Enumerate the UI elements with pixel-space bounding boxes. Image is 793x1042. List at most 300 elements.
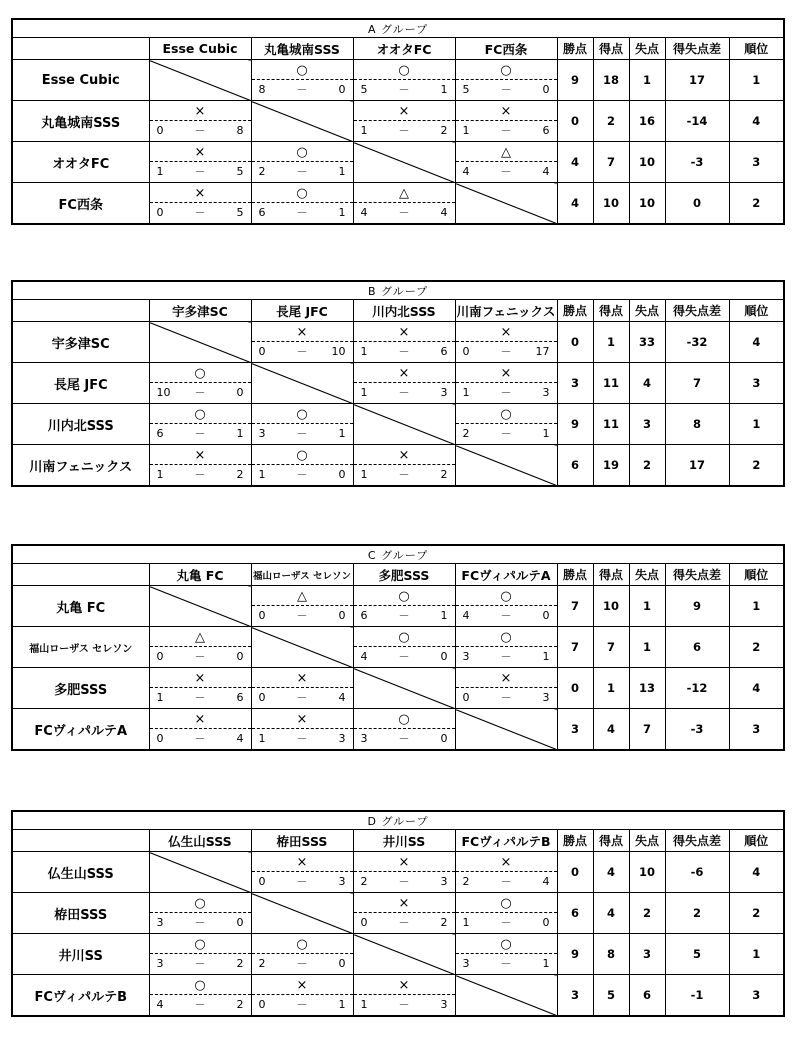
match-score — [354, 607, 455, 624]
score-separator: － — [296, 345, 308, 358]
score-for: 4 — [462, 165, 470, 178]
score-against: 1 — [338, 206, 346, 219]
stat-goals-for: 4 — [593, 893, 629, 934]
score-for: 6 — [360, 609, 368, 622]
stat-rank: 3 — [729, 363, 784, 404]
stat-goal-difference: 0 — [665, 183, 729, 225]
match-result-cell — [251, 852, 353, 893]
match-result-cell — [149, 363, 251, 404]
score-against: 0 — [542, 609, 550, 622]
header-goals-against: 失点 — [629, 300, 665, 322]
stat-goals-for: 11 — [593, 363, 629, 404]
result-symbol: × — [252, 670, 353, 688]
score-for: 1 — [360, 998, 368, 1011]
score-against: 3 — [338, 732, 346, 745]
team-row — [12, 893, 784, 934]
header-goal-difference: 得失点差 — [665, 38, 729, 60]
score-for: 10 — [156, 386, 171, 399]
score-separator: － — [398, 916, 410, 929]
score-separator: － — [296, 427, 308, 440]
group-table-d — [11, 810, 783, 1017]
score-for: 4 — [360, 206, 368, 219]
stat-goals-against: 3 — [629, 934, 665, 975]
score-for: 1 — [360, 386, 368, 399]
stat-points: 4 — [557, 183, 593, 225]
score-against: 2 — [236, 468, 244, 481]
match-score — [252, 873, 353, 890]
corner-cell — [12, 830, 149, 852]
stat-goals-against: 10 — [629, 142, 665, 183]
header-goal-difference: 得失点差 — [665, 830, 729, 852]
score-for: 4 — [156, 998, 164, 1011]
score-separator: － — [194, 957, 206, 970]
score-separator: － — [500, 916, 512, 929]
result-symbol: ○ — [252, 447, 353, 465]
header-goals-for: 得点 — [593, 564, 629, 586]
match-score — [456, 425, 557, 442]
score-against: 0 — [440, 732, 448, 745]
stat-goals-for: 10 — [593, 586, 629, 627]
self-match-diagonal — [251, 627, 353, 668]
score-separator: － — [194, 124, 206, 137]
score-separator: － — [296, 691, 308, 704]
result-symbol: ○ — [354, 629, 455, 647]
match-result-cell — [251, 586, 353, 627]
score-separator: － — [500, 957, 512, 970]
score-separator: － — [194, 691, 206, 704]
standings-table — [11, 544, 785, 751]
score-against: 1 — [440, 609, 448, 622]
result-symbol: ○ — [456, 62, 557, 80]
match-score — [252, 343, 353, 360]
score-separator: － — [500, 650, 512, 663]
stat-goals-against: 10 — [629, 852, 665, 893]
stat-rank: 4 — [729, 852, 784, 893]
match-score — [456, 343, 557, 360]
stat-goal-difference: 2 — [665, 893, 729, 934]
score-for: 6 — [258, 206, 266, 219]
score-separator: － — [398, 609, 410, 622]
header-goal-difference: 得失点差 — [665, 564, 729, 586]
header-goals-against: 失点 — [629, 564, 665, 586]
group-table-b — [11, 280, 783, 487]
match-score — [150, 384, 251, 401]
column-team-name: FCヴィパルテA — [455, 564, 557, 586]
score-separator: － — [500, 165, 512, 178]
stat-goal-difference: 5 — [665, 934, 729, 975]
header-points: 勝点 — [557, 38, 593, 60]
score-for: 0 — [258, 609, 266, 622]
match-result-cell — [353, 183, 455, 225]
match-score — [456, 955, 557, 972]
stat-points: 4 — [557, 142, 593, 183]
match-result-cell — [455, 322, 557, 363]
score-for: 5 — [360, 83, 368, 96]
match-result-cell — [251, 668, 353, 709]
score-against: 4 — [542, 165, 550, 178]
stat-goal-difference: -3 — [665, 709, 729, 751]
stat-goal-difference: -1 — [665, 975, 729, 1017]
score-for: 8 — [258, 83, 266, 96]
stat-rank: 3 — [729, 142, 784, 183]
match-result-cell — [455, 101, 557, 142]
stat-points: 9 — [557, 404, 593, 445]
stat-goals-against: 3 — [629, 404, 665, 445]
score-against: 4 — [542, 875, 550, 888]
header-rank: 順位 — [729, 300, 784, 322]
stat-goals-for: 2 — [593, 101, 629, 142]
stat-points: 3 — [557, 975, 593, 1017]
match-score — [456, 81, 557, 98]
score-for: 4 — [360, 650, 368, 663]
stat-goal-difference: 8 — [665, 404, 729, 445]
score-separator: － — [500, 83, 512, 96]
score-for: 1 — [462, 124, 470, 137]
result-symbol: ○ — [150, 977, 251, 995]
score-for: 3 — [258, 427, 266, 440]
row-team-name: 宇多津SC — [12, 322, 149, 363]
score-against: 0 — [542, 83, 550, 96]
match-score — [354, 914, 455, 931]
score-against: 6 — [440, 345, 448, 358]
match-result-cell — [149, 975, 251, 1017]
match-score — [354, 384, 455, 401]
score-for: 3 — [156, 916, 164, 929]
stat-goals-against: 33 — [629, 322, 665, 363]
stat-rank: 2 — [729, 183, 784, 225]
standings-table — [11, 18, 785, 225]
match-score — [456, 163, 557, 180]
match-result-cell — [455, 893, 557, 934]
score-for: 3 — [462, 957, 470, 970]
score-separator: － — [296, 468, 308, 481]
match-result-cell — [251, 404, 353, 445]
score-separator: － — [398, 732, 410, 745]
stat-goals-against: 4 — [629, 363, 665, 404]
match-score — [456, 873, 557, 890]
stat-goals-for: 8 — [593, 934, 629, 975]
score-against: 5 — [236, 165, 244, 178]
self-match-diagonal — [251, 101, 353, 142]
match-score — [252, 689, 353, 706]
score-against: 3 — [440, 998, 448, 1011]
match-result-cell — [251, 142, 353, 183]
match-result-cell — [455, 60, 557, 101]
score-for: 0 — [156, 650, 164, 663]
match-score — [456, 607, 557, 624]
score-for: 1 — [258, 468, 266, 481]
score-against: 1 — [542, 427, 550, 440]
stat-rank: 1 — [729, 60, 784, 101]
row-team-name: 仏生山SSS — [12, 852, 149, 893]
team-row — [12, 668, 784, 709]
team-row — [12, 363, 784, 404]
stat-goal-difference: -32 — [665, 322, 729, 363]
stat-points: 0 — [557, 852, 593, 893]
match-result-cell — [455, 934, 557, 975]
result-symbol: × — [354, 103, 455, 121]
stat-rank: 4 — [729, 101, 784, 142]
score-against: 4 — [440, 206, 448, 219]
self-match-diagonal — [149, 322, 251, 363]
row-team-name: 長尾 JFC — [12, 363, 149, 404]
score-against: 3 — [440, 386, 448, 399]
match-score — [354, 648, 455, 665]
stat-points: 7 — [557, 586, 593, 627]
score-for: 4 — [462, 609, 470, 622]
match-result-cell — [149, 142, 251, 183]
match-score — [150, 648, 251, 665]
stat-rank: 1 — [729, 934, 784, 975]
result-symbol: × — [150, 103, 251, 121]
stat-goal-difference: -3 — [665, 142, 729, 183]
team-row — [12, 586, 784, 627]
score-separator: － — [398, 650, 410, 663]
header-points: 勝点 — [557, 830, 593, 852]
column-team-name: 宇多津SC — [149, 300, 251, 322]
stat-goal-difference: 7 — [665, 363, 729, 404]
group-title: C グループ — [12, 545, 784, 564]
stat-points: 3 — [557, 709, 593, 751]
team-row — [12, 627, 784, 668]
score-separator: － — [398, 386, 410, 399]
row-team-name: 川南フェニックス — [12, 445, 149, 487]
stat-goals-against: 16 — [629, 101, 665, 142]
result-symbol: × — [354, 895, 455, 913]
result-symbol: × — [252, 711, 353, 729]
result-symbol: ○ — [354, 588, 455, 606]
stat-rank: 2 — [729, 445, 784, 487]
match-result-cell — [455, 586, 557, 627]
match-score — [354, 873, 455, 890]
score-for: 2 — [258, 957, 266, 970]
score-against: 10 — [331, 345, 346, 358]
self-match-diagonal — [353, 142, 455, 183]
score-for: 1 — [156, 691, 164, 704]
score-against: 0 — [542, 916, 550, 929]
match-score — [252, 81, 353, 98]
score-separator: － — [398, 83, 410, 96]
stat-goals-for: 7 — [593, 627, 629, 668]
stat-goal-difference: -6 — [665, 852, 729, 893]
match-score — [150, 425, 251, 442]
score-against: 4 — [236, 732, 244, 745]
stat-rank: 3 — [729, 975, 784, 1017]
result-symbol: ○ — [354, 711, 455, 729]
column-team-name: 丸亀 FC — [149, 564, 251, 586]
self-match-diagonal — [251, 893, 353, 934]
result-symbol: ○ — [456, 406, 557, 424]
stat-goals-against: 10 — [629, 183, 665, 225]
match-score — [252, 204, 353, 221]
row-team-name: 福山ローザス セレソン — [12, 627, 149, 668]
score-against: 1 — [338, 427, 346, 440]
stat-points: 9 — [557, 60, 593, 101]
team-row — [12, 852, 784, 893]
column-team-name: 多肥SSS — [353, 564, 455, 586]
column-team-name: FC西条 — [455, 38, 557, 60]
stat-goal-difference: 6 — [665, 627, 729, 668]
result-symbol: ○ — [252, 185, 353, 203]
score-against: 1 — [338, 165, 346, 178]
row-team-name: 井川SS — [12, 934, 149, 975]
result-symbol: △ — [456, 144, 557, 162]
result-symbol: ○ — [150, 895, 251, 913]
match-result-cell — [353, 101, 455, 142]
result-symbol: × — [150, 670, 251, 688]
self-match-diagonal — [455, 183, 557, 225]
stat-goal-difference: 17 — [665, 60, 729, 101]
match-score — [456, 384, 557, 401]
score-for: 3 — [156, 957, 164, 970]
score-separator: － — [500, 875, 512, 888]
score-against: 2 — [440, 468, 448, 481]
match-result-cell — [353, 852, 455, 893]
score-against: 17 — [535, 345, 550, 358]
match-score — [150, 204, 251, 221]
column-team-name: 井川SS — [353, 830, 455, 852]
stat-points: 6 — [557, 893, 593, 934]
team-row — [12, 322, 784, 363]
score-against: 0 — [440, 650, 448, 663]
score-against: 0 — [236, 916, 244, 929]
stat-goals-against: 2 — [629, 445, 665, 487]
stat-points: 0 — [557, 101, 593, 142]
match-result-cell — [455, 363, 557, 404]
result-symbol: × — [456, 365, 557, 383]
score-against: 5 — [236, 206, 244, 219]
score-separator: － — [296, 609, 308, 622]
result-symbol: × — [252, 977, 353, 995]
score-against: 1 — [542, 650, 550, 663]
score-for: 0 — [156, 732, 164, 745]
self-match-diagonal — [455, 975, 557, 1017]
score-against: 3 — [542, 691, 550, 704]
score-against: 3 — [440, 875, 448, 888]
match-score — [150, 163, 251, 180]
match-score — [150, 996, 251, 1013]
score-against: 2 — [440, 124, 448, 137]
score-separator: － — [194, 650, 206, 663]
result-symbol: × — [150, 447, 251, 465]
header-goals-against: 失点 — [629, 38, 665, 60]
result-symbol: × — [150, 144, 251, 162]
match-result-cell — [251, 60, 353, 101]
score-for: 2 — [462, 427, 470, 440]
score-for: 3 — [360, 732, 368, 745]
match-result-cell — [353, 363, 455, 404]
row-team-name: 丸亀 FC — [12, 586, 149, 627]
score-against: 6 — [542, 124, 550, 137]
result-symbol: ○ — [252, 62, 353, 80]
match-result-cell — [149, 668, 251, 709]
stat-points: 3 — [557, 363, 593, 404]
team-row — [12, 709, 784, 751]
score-for: 0 — [360, 916, 368, 929]
result-symbol: △ — [252, 588, 353, 606]
self-match-diagonal — [455, 709, 557, 751]
score-separator: － — [296, 83, 308, 96]
result-symbol: ○ — [150, 936, 251, 954]
score-against: 0 — [338, 957, 346, 970]
score-against: 2 — [236, 957, 244, 970]
stat-points: 0 — [557, 668, 593, 709]
score-for: 2 — [258, 165, 266, 178]
stat-goals-against: 1 — [629, 586, 665, 627]
match-score — [150, 689, 251, 706]
stat-goal-difference: 9 — [665, 586, 729, 627]
standings-table — [11, 810, 785, 1017]
group-title: D グループ — [12, 811, 784, 830]
stat-rank: 4 — [729, 668, 784, 709]
score-separator: － — [296, 957, 308, 970]
score-against: 0 — [236, 386, 244, 399]
stat-goals-for: 11 — [593, 404, 629, 445]
score-separator: － — [194, 998, 206, 1011]
group-table-c — [11, 544, 783, 751]
match-result-cell — [149, 183, 251, 225]
row-team-name: 丸亀城南SSS — [12, 101, 149, 142]
self-match-diagonal — [251, 363, 353, 404]
stat-rank: 2 — [729, 893, 784, 934]
match-result-cell — [149, 627, 251, 668]
column-team-name: 川南フェニックス — [455, 300, 557, 322]
header-goals-against: 失点 — [629, 830, 665, 852]
self-match-diagonal — [353, 668, 455, 709]
standings-table — [11, 280, 785, 487]
score-separator: － — [194, 732, 206, 745]
row-team-name: FCヴィパルテA — [12, 709, 149, 751]
stat-rank: 3 — [729, 709, 784, 751]
score-for: 1 — [258, 732, 266, 745]
score-for: 1 — [462, 386, 470, 399]
stat-goals-against: 13 — [629, 668, 665, 709]
match-score — [150, 466, 251, 483]
match-result-cell — [149, 404, 251, 445]
stat-points: 6 — [557, 445, 593, 487]
stat-rank: 4 — [729, 322, 784, 363]
score-for: 1 — [462, 916, 470, 929]
score-against: 0 — [236, 650, 244, 663]
match-result-cell — [251, 183, 353, 225]
self-match-diagonal — [353, 934, 455, 975]
match-score — [354, 466, 455, 483]
match-score — [456, 122, 557, 139]
header-goals-for: 得点 — [593, 38, 629, 60]
score-for: 0 — [258, 875, 266, 888]
result-symbol: × — [456, 854, 557, 872]
stat-goals-for: 4 — [593, 709, 629, 751]
result-symbol: ○ — [252, 936, 353, 954]
corner-cell — [12, 38, 149, 60]
score-against: 6 — [236, 691, 244, 704]
score-for: 2 — [462, 875, 470, 888]
team-row — [12, 142, 784, 183]
self-match-diagonal — [149, 586, 251, 627]
header-goal-difference: 得失点差 — [665, 300, 729, 322]
result-symbol: × — [354, 977, 455, 995]
match-result-cell — [455, 142, 557, 183]
match-score — [456, 689, 557, 706]
match-score — [150, 955, 251, 972]
row-team-name: FC西条 — [12, 183, 149, 225]
match-result-cell — [455, 627, 557, 668]
score-against: 1 — [542, 957, 550, 970]
score-for: 0 — [462, 345, 470, 358]
score-for: 0 — [258, 691, 266, 704]
group-title: B グループ — [12, 281, 784, 300]
score-separator: － — [194, 206, 206, 219]
